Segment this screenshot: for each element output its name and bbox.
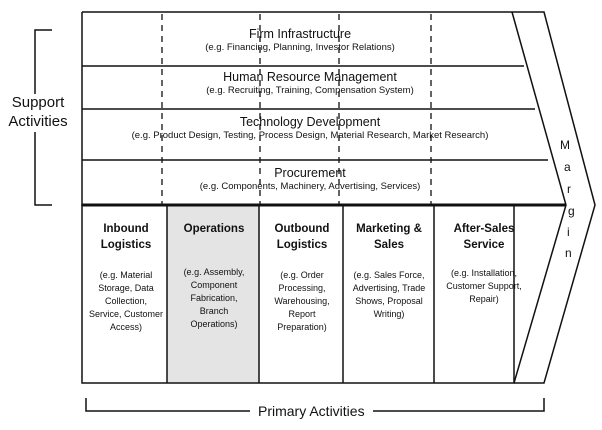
primary-marketing-sales [350, 222, 428, 321]
support-examples: (e.g. Recruiting, Training, Compensation System) [206, 85, 414, 96]
support-title: Firm Infrastructure [248, 27, 352, 41]
margin-letter: i [567, 225, 570, 239]
primary-examples: (e.g. Order Processing, Warehousing, Report Preparation) [274, 270, 330, 333]
support-examples: (e.g. Components, Machinery, Advertising, Services) [199, 181, 421, 192]
support-title: Procurement [274, 166, 346, 180]
primary-examples: (e.g. Assembly, Component Fabrication, Branch Operations) [183, 266, 245, 329]
primary-outbound-logistics [264, 222, 340, 334]
margin-chevron-outer [512, 12, 595, 383]
support-activities-label: Support Activities [2, 94, 74, 132]
support-row-hr-management [150, 70, 470, 96]
support-examples: (e.g. Product Design, Testing, Process Design, Material Research, Market Research) [131, 130, 489, 141]
support-row-firm-infrastructure [150, 27, 450, 53]
primary-title: After-Sales Service [453, 223, 515, 251]
margin-letter: r [567, 182, 571, 196]
primary-title: Marketing & Sales [356, 223, 422, 251]
support-title: Human Resource Management [223, 70, 397, 84]
support-examples: (e.g. Financing, Planning, Investor Relations) [205, 42, 395, 53]
primary-title: Operations [183, 223, 245, 235]
primary-operations [174, 222, 254, 331]
margin-letter: n [565, 246, 572, 260]
primary-inbound-logistics [88, 222, 164, 334]
primary-activities-label: Primary Activities [250, 403, 373, 419]
primary-after-sales-service [440, 222, 528, 306]
primary-title: Outbound Logistics [274, 223, 330, 251]
primary-examples: (e.g. Material Storage, Data Collection, Service, Customer Access) [88, 270, 164, 333]
margin-letter: M [560, 138, 570, 152]
primary-examples: (e.g. Installation, Customer Support, Repair) [446, 268, 522, 305]
support-row-technology-development [84, 115, 536, 141]
primary-title: Inbound Logistics [100, 223, 152, 251]
support-row-procurement [150, 166, 470, 192]
margin-chevron-inner [512, 12, 566, 383]
primary-examples: (e.g. Sales Force, Advertising, Trade Shows, Proposal Writing) [352, 270, 426, 320]
support-title: Technology Development [239, 115, 381, 129]
margin-letter: g [568, 204, 575, 218]
margin-letter: a [564, 160, 571, 174]
